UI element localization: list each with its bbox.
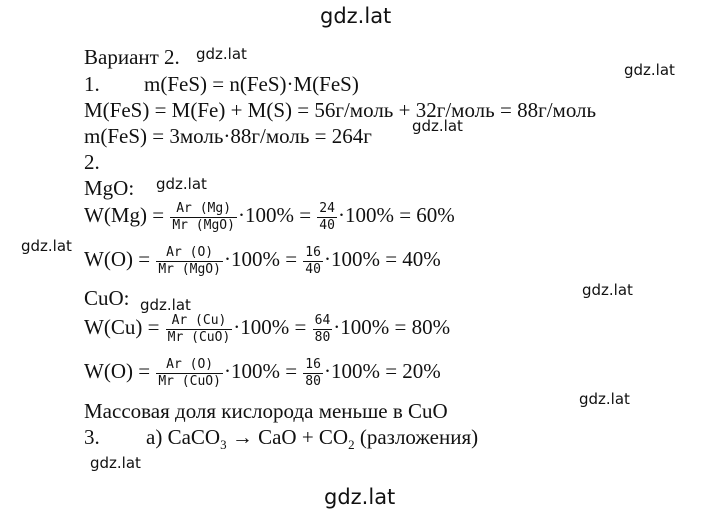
watermark: gdz.lat	[196, 45, 247, 63]
subscript: 3	[220, 437, 227, 453]
equation-mid: ·100% =	[233, 314, 307, 339]
mgo-label: MgO:	[84, 176, 135, 200]
fraction-denominator: 80	[314, 329, 331, 345]
watermark: gdz.lat	[140, 296, 191, 314]
equation-lhs: W(Mg) =	[84, 202, 165, 227]
watermark-top: gdz.lat	[320, 4, 392, 28]
equation-mid: ·100% =	[223, 246, 298, 271]
fraction-numerator: Ar (Mg)	[170, 202, 237, 218]
task1-number: 1.	[84, 72, 100, 96]
fraction	[156, 358, 223, 388]
watermark: gdz.lat	[21, 237, 72, 255]
equation-mid: ·100% =	[237, 202, 312, 227]
watermark: gdz.lat	[624, 61, 675, 79]
watermark: gdz.lat	[582, 281, 633, 299]
equation-w-o-mgo	[84, 246, 441, 276]
equation-lhs: W(O) =	[84, 358, 151, 383]
watermark: gdz.lat	[412, 117, 463, 135]
fraction-denominator: 40	[305, 261, 321, 277]
fraction-denominator: 40	[319, 217, 335, 233]
watermark: gdz.lat	[579, 390, 630, 408]
fraction-numerator: Ar (O)	[156, 358, 223, 374]
watermark: gdz.lat	[156, 175, 207, 193]
equation-rhs: ·100% = 20%	[323, 358, 441, 383]
equation-w-cu	[84, 314, 450, 344]
fraction-numerator: Ar (O)	[156, 246, 223, 262]
fraction-denominator: 80	[305, 373, 321, 389]
fraction-numerator: 64	[314, 313, 331, 328]
fraction-denominator: Mr (CuO)	[158, 373, 221, 389]
cuo-label: CuO:	[84, 286, 130, 310]
equation-lhs: W(O) =	[84, 246, 151, 271]
fraction-denominator: Mr (MgO)	[158, 261, 221, 277]
fraction-numerator: 16	[305, 245, 321, 260]
watermark-bottom: gdz.lat	[324, 485, 396, 509]
reaction-part: → CaO + CO	[226, 425, 349, 449]
task3-reaction	[146, 427, 478, 451]
fraction	[317, 202, 337, 232]
fraction-numerator: 16	[305, 357, 321, 372]
equation-w-o-cuo	[84, 358, 441, 388]
mass-line: m(FeS) = 3моль·88г/моль = 264г	[84, 124, 372, 148]
equation-rhs: ·100% = 60%	[337, 202, 455, 227]
task2-number: 2.	[84, 150, 100, 174]
equation-rhs: ·100% = 40%	[323, 246, 441, 271]
watermark: gdz.lat	[90, 454, 141, 472]
fraction-denominator: Mr (CuO)	[167, 329, 231, 345]
fraction	[313, 314, 333, 344]
equation-mid: ·100% =	[223, 358, 298, 383]
conclusion-text: Массовая доля кислорода меньше в CuO	[84, 399, 448, 423]
fraction-numerator: Ar (Cu)	[166, 314, 233, 330]
task3-number: 3.	[84, 425, 100, 449]
fraction	[303, 358, 323, 388]
equation-lhs: W(Cu) =	[84, 314, 160, 339]
fraction	[303, 246, 323, 276]
subscript: 2	[348, 437, 355, 453]
fraction-denominator: Mr (MgO)	[172, 217, 235, 233]
fraction	[170, 202, 237, 232]
fraction	[166, 314, 233, 344]
reaction-part: а) CaCO	[146, 425, 221, 449]
equation-rhs: ·100% = 80%	[333, 314, 451, 339]
molar-mass-line: M(FeS) = M(Fe) + M(S) = 56г/моль + 32г/моль = 88г/моль	[84, 98, 597, 122]
reaction-part: (разложения)	[354, 425, 479, 449]
equation-w-mg	[84, 202, 455, 232]
fraction	[156, 246, 223, 276]
task1-formula: m(FeS) = n(FeS)·M(FeS)	[144, 72, 359, 96]
fraction-numerator: 24	[319, 201, 335, 216]
variant-heading: Вариант 2.	[84, 45, 180, 69]
